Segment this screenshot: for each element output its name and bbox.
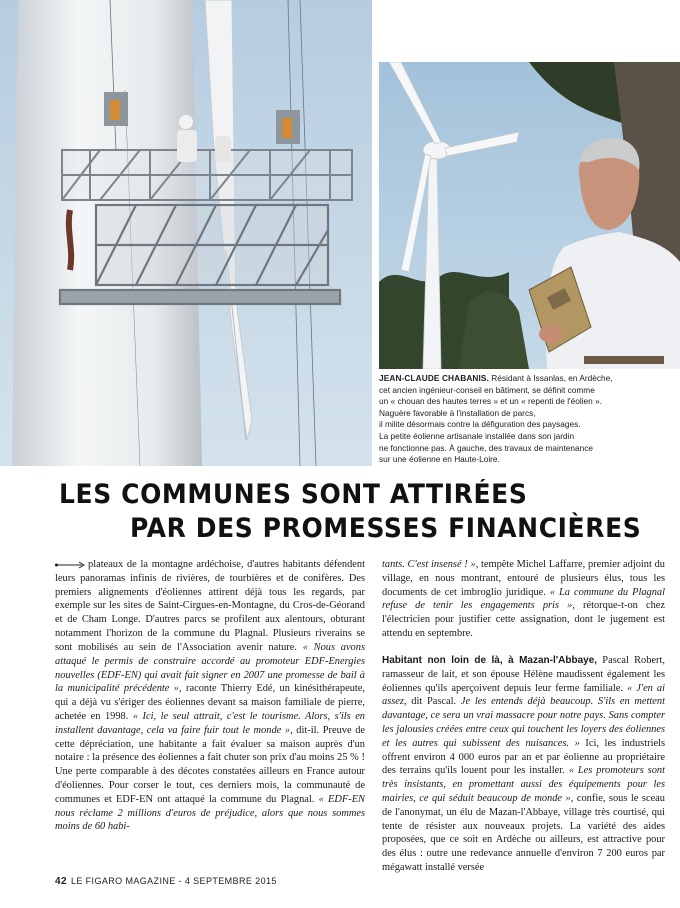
caption-name: JEAN-CLAUDE CHABANIS. bbox=[379, 373, 489, 383]
quote-text: Je les entends déjà beaucoup. S'ils en mettent davantage, ce sera un vrai massacre pour notre pays. Sans compter les jalousies créées entre ceux qui touchent les loyers des éoliennes et les autres qui subissent des nuisances. » bbox=[382, 696, 665, 749]
body-text: plateaux de la montagne ardéchoise, d'autres habitants défendent leurs panoramas infinis de rivières, de tourbières et de conifères. Des premiers alignements d'éoliennes attirent déjà tous les regards, par exemple sur les sites de Saint-Cirgues-en-Montagne, du Cros-de-Géorand et de Cham Longe. D'autres parcs se profilent aux alentours, obturant notamment l'horizon de la commune du Plagnal. Plusieurs riverains se sont mobilisés au sein de l'Association avenir nature. bbox=[55, 559, 365, 653]
publication-info: LE FIGARO MAGAZINE - 4 SEPTEMBRE 2015 bbox=[70, 876, 277, 886]
headline-line-1: LES COMMUNES SONT ATTIRÉES bbox=[59, 479, 528, 510]
body-text: , tempête Michel Laffarre, premier adjoint du village, en nous montrant, entouré de plusieurs élus, tous les documents de cet imbroglio juridique. bbox=[382, 559, 665, 598]
quote-text: « Les promoteurs sont très insistants, en promettant aussi des équipements pour les mairies, ce qui séduit beaucoup de monde » bbox=[382, 765, 665, 804]
paragraph bbox=[382, 654, 665, 875]
paragraph bbox=[55, 558, 365, 834]
body-text: , raconte Thierry Edé, un kinésithérapeute, qui a déjà vu s'ériger des éoliennes devant sa maison familiale de pierre, achetée en 1998. bbox=[55, 683, 365, 722]
article-column-left bbox=[55, 558, 365, 878]
page-footer bbox=[55, 876, 277, 887]
body-text: Ici, les industriels offrent environ 4 000 euros par an et par éolienne au propriétaire des terrains qu'ils louent pour les installer. bbox=[382, 737, 665, 777]
caption-line: Résidant à Issanlas, en Ardèche, bbox=[488, 373, 613, 383]
caption-line: La petite éolienne artisanale installée dans son jardin bbox=[379, 430, 575, 441]
caption-line: il milite désormais contre la défiguration des paysages. bbox=[379, 419, 581, 430]
quote-text: tants. C'est insensé ! » bbox=[382, 559, 476, 570]
maintenance-photo bbox=[0, 0, 372, 466]
quote-text: « EDF-EN nous réclame 2 millions d'euros de préjudice, alors que nous sommes moins de 60 habi- bbox=[55, 793, 365, 833]
caption-line: sur une éolienne en Haute-Loire. bbox=[379, 454, 500, 465]
subheading: Habitant non loin de là, à Mazan-l'Abbaye, bbox=[382, 654, 598, 666]
body-text: , rétorque-t-on chez l'électricien pour justifier cette assignation, dont le jugement est attendu en septembre. bbox=[382, 600, 665, 640]
page-number: 42 bbox=[55, 876, 67, 887]
caption-line: ne fonctionne pas. À gauche, des travaux de maintenance bbox=[379, 442, 594, 453]
body-text: Pascal Robert, ramasseur de lait, et son épouse Hélène maudissent également les éoliennes qu'ils aperçoivent depuis leur ferme familiale. bbox=[382, 654, 665, 694]
maintenance-photo-image bbox=[0, 0, 372, 466]
caption-line: cet ancien ingénieur-conseil en bâtiment, se définit comme bbox=[379, 384, 595, 395]
headline-line-2: PAR DES PROMESSES FINANCIÈRES bbox=[130, 512, 642, 544]
quote-text: « Ici, le seul attrait, c'est le tourisme. Alors, s'ils en installent davantage, cela va faire fuir tout le monde » bbox=[55, 710, 365, 736]
photo-caption bbox=[379, 373, 679, 466]
portrait-photo bbox=[379, 62, 680, 369]
quote-text: « J'en ai assez bbox=[382, 682, 665, 708]
caption-line: Naguère favorable à l'installation de parcs, bbox=[379, 407, 536, 418]
quote-text: « La commune du Plagnal refuse de tenir les engagements pris » bbox=[382, 586, 665, 612]
paragraph-gap bbox=[382, 641, 665, 654]
quote-text: « Nous avons attaqué le permis de construire accordé au promoteur EDF-Energies nouvelles (EDF-EN) qui avait fait signer en 2007 une promesse de bail à la municipalité précédente » bbox=[55, 641, 365, 695]
continuation-arrow-icon bbox=[55, 561, 85, 569]
caption-line: un « chouan des hautes terres » et un « repenti de l'éolien ». bbox=[379, 396, 602, 407]
paragraph bbox=[382, 558, 665, 641]
body-text: , dit Pascal. bbox=[403, 696, 461, 708]
body-text: , dit-il. Preuve de cette dépréciation, une habitante a fait évaluer sa maison auprès d'un notaire : la présence des éoliennes a fait chuter son prix d'au moins 25 % ! Une perte comparable à des décotes constatées ailleurs en France autour d'éoliennes. Pour corser le tout, ces derniers mois, la communauté de communes et EDF-EN ont attaqué la commune du Plagnal. bbox=[55, 724, 365, 805]
article-column-right bbox=[382, 558, 665, 878]
portrait-photo-image bbox=[379, 62, 680, 369]
body-text: , confie, sous le sceau de l'anonymat, un élu de Mazan-l'Abbaye, village très courtisé, qui tente de résister aux nouveaux projets. La variété des aides proposées, que ce soit en Ardèche ou ailleurs, est attractive pour des élus : outre une redevance annuelle d'environ 7 200 euros par mégawatt installé versée bbox=[382, 793, 665, 874]
